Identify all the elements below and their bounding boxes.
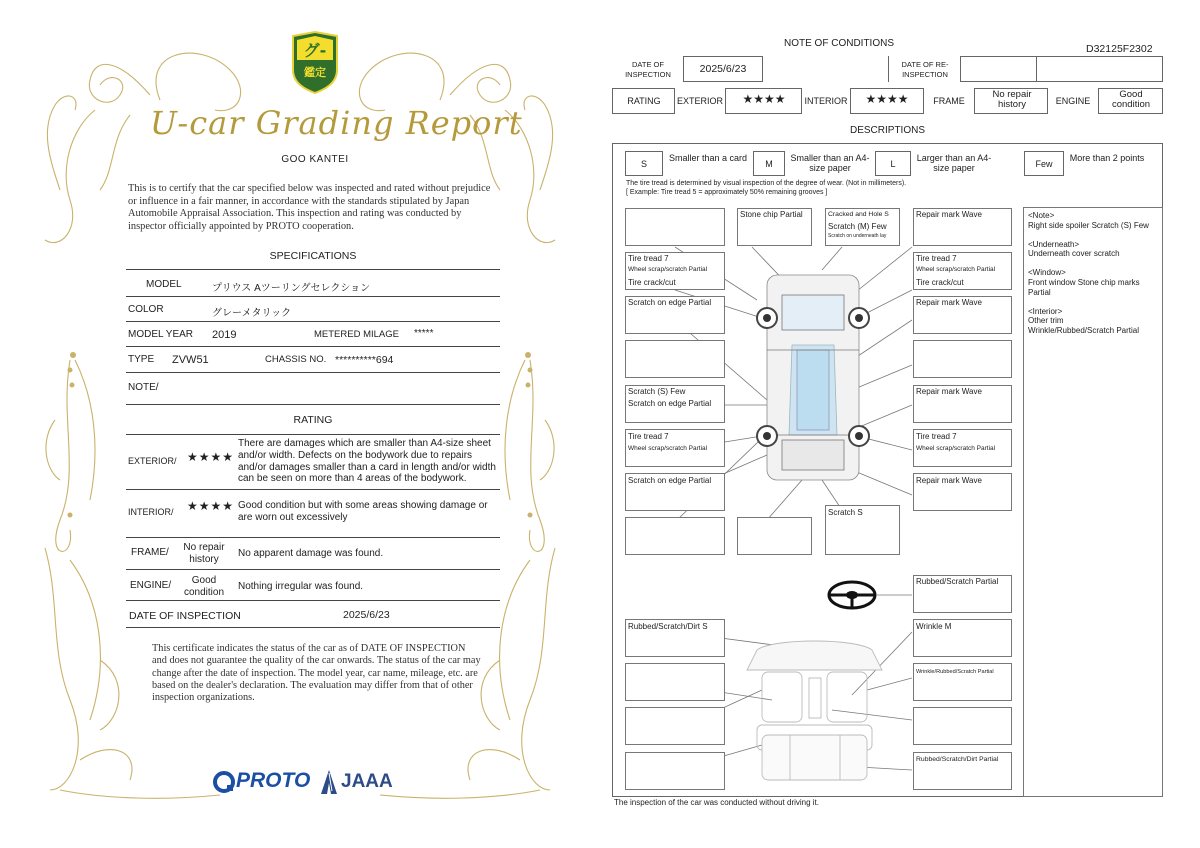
notes-panel bbox=[1023, 207, 1163, 797]
damage-box bbox=[625, 752, 725, 790]
exterior-stars: ★★★★ bbox=[187, 450, 235, 464]
cracked-hole-label: Cracked and Hole S bbox=[828, 211, 889, 218]
exterior-label: EXTERIOR/ bbox=[128, 456, 177, 466]
divider bbox=[1036, 56, 1037, 82]
model-value: プリウス Aツーリングセレクション bbox=[212, 283, 371, 294]
damage-box bbox=[625, 707, 725, 745]
interior-value: Other trim bbox=[1028, 316, 1064, 326]
damage-box bbox=[913, 340, 1012, 378]
model-year-label: MODEL YEAR bbox=[128, 329, 194, 340]
repair-wave-label: Repair mark Wave bbox=[916, 476, 982, 485]
tire-tread-label: Tire tread 7 bbox=[628, 432, 669, 441]
wheel-scratch-label: Wheel scrap/scratch Partial bbox=[628, 266, 708, 273]
steering-wheel-icon bbox=[829, 582, 875, 608]
proto-logo-icon bbox=[212, 770, 236, 794]
underneath-value: Underneath cover scratch bbox=[1028, 249, 1120, 259]
wheel-scratch-label: Wheel scrap/scratch Partial bbox=[916, 266, 996, 273]
divider bbox=[126, 321, 500, 322]
notes-value: Right side spoiler Scratch (S) Few bbox=[1028, 220, 1149, 230]
goo-kantei-badge-icon bbox=[287, 30, 343, 94]
damage-box bbox=[625, 663, 725, 701]
date-of-reinspection-label: DATE OF RE-INSPECTION bbox=[901, 60, 949, 79]
tire-note: The tire tread is determined by visual inspection of the degree of wear. (Not in millimeters). bbox=[626, 180, 907, 187]
damage-box bbox=[625, 517, 725, 555]
note-title: NOTE OF CONDITIONS bbox=[784, 38, 894, 49]
interior-label: INTERIOR/ bbox=[128, 507, 174, 517]
proto-logo-text: PROTO bbox=[236, 769, 311, 792]
svg-text:鑑定: 鑑定 bbox=[304, 66, 326, 79]
interior-stars: ★★★★ bbox=[187, 499, 235, 513]
divider bbox=[126, 537, 500, 538]
certification-statement: This is to certify that the car specified below was inspected and rated without prejudice or influence in a fair manner, in accordance with the standards stipulated by Japan Automobile Appraisal Association. This inspection and rating was conducted by inspector officially appointed by PROTO cooperation. bbox=[128, 183, 491, 232]
repair-wave-label: Repair mark Wave bbox=[916, 298, 982, 307]
tire-tread-label: Tire tread 7 bbox=[916, 254, 957, 263]
rubbed-scratch-label: Rubbed/Scratch Partial bbox=[916, 577, 999, 586]
tire-crack-label: Tire crack/cut bbox=[916, 278, 964, 287]
wheel-scratch-label: Wheel scrap/scratch Partial bbox=[916, 445, 996, 452]
wrinkle-m-label: Wrinkle M bbox=[916, 622, 952, 631]
tire-example: [ Example: Tire tread 5 = approximately 50% remaining grooves ] bbox=[626, 189, 828, 196]
svg-text:グ-: グ- bbox=[303, 41, 327, 60]
rating-label: RATING bbox=[627, 96, 661, 106]
disclaimer: This certificate indicates the status of the car as of DATE OF INSPECTION and does not guarantee the quality of the car onwards. The status of the car may change after the date of inspection. The model year, car name, mileage, etc. are based on the dealer's declaration. The evaluation may differ from that of other inspection organizations. bbox=[152, 643, 481, 704]
interior-description: Good condition but with some areas showing damage or are worn out excessively bbox=[238, 500, 488, 523]
engine-value: Good condition bbox=[183, 575, 225, 598]
divider bbox=[126, 600, 500, 601]
metered-milage-label: METERED MILAGE bbox=[314, 329, 399, 340]
color-value: グレーメタリック bbox=[212, 308, 292, 319]
exterior-stars: ★★★★ bbox=[742, 92, 786, 106]
divider bbox=[126, 269, 500, 270]
jaaa-logo-icon bbox=[320, 769, 338, 795]
exterior-label: EXTERIOR bbox=[676, 96, 723, 106]
legend-m: M bbox=[765, 159, 773, 169]
date-of-inspection-value: 2025/6/23 bbox=[699, 63, 747, 75]
date-of-inspection-label: DATE OF INSPECTION bbox=[625, 60, 671, 79]
engine-description: Nothing irregular was found. bbox=[238, 581, 364, 592]
rating-heading: RATING bbox=[293, 414, 333, 426]
divider bbox=[126, 434, 500, 435]
rubbed-dirt-s-label: Rubbed/Scratch/Dirt S bbox=[628, 622, 708, 631]
scratch-edge-label: Scratch on edge Partial bbox=[628, 399, 712, 408]
frame-description: No apparent damage was found. bbox=[238, 548, 384, 559]
frame-value: No repair history bbox=[992, 89, 1032, 110]
rubbed-dirt-partial-label: Rubbed/Scratch/Dirt Partial bbox=[916, 756, 999, 763]
frame-value: No repair history bbox=[183, 542, 225, 565]
descriptions-heading: DESCRIPTIONS bbox=[849, 125, 925, 136]
interior-label: INTERIOR bbox=[804, 96, 848, 106]
interior-stars: ★★★★ bbox=[865, 92, 909, 106]
interior-value: Wrinkle/Rubbed/Scratch Partial bbox=[1028, 326, 1140, 336]
scratch-s-few-label: Scratch (S) Few bbox=[628, 387, 686, 396]
report-title: U-car Grading Report bbox=[150, 104, 523, 142]
underneath-heading: <Underneath> bbox=[1028, 239, 1080, 249]
engine-label: ENGINE bbox=[1055, 96, 1091, 106]
scratch-m-few-label: Scratch (M) Few bbox=[828, 222, 887, 231]
window-heading: <Window> bbox=[1028, 268, 1066, 278]
note-label: NOTE/ bbox=[128, 382, 159, 393]
divider bbox=[126, 296, 500, 297]
chassis-value: **********694 bbox=[335, 354, 394, 366]
blank-cell bbox=[762, 56, 889, 82]
repair-wave-label: Repair mark Wave bbox=[916, 210, 982, 219]
damage-box bbox=[625, 340, 725, 378]
divider bbox=[126, 346, 500, 347]
damage-box bbox=[625, 208, 725, 246]
note-of-conditions bbox=[600, 0, 1200, 848]
model-year-value: 2019 bbox=[212, 329, 237, 341]
metered-milage-value: ***** bbox=[414, 328, 434, 339]
engine-label: ENGINE/ bbox=[130, 580, 172, 591]
divider bbox=[126, 404, 500, 405]
engine-value: Good condition bbox=[1111, 89, 1151, 110]
legend-l: L bbox=[890, 159, 896, 169]
frame-label: FRAME bbox=[933, 96, 965, 106]
wrinkle-rubbed-label: Wrinkle/Rubbed/Scratch Partial bbox=[916, 669, 994, 675]
legend-s: S bbox=[640, 159, 647, 169]
type-value: ZVW51 bbox=[172, 354, 209, 366]
divider bbox=[126, 372, 500, 373]
legend-few: Few bbox=[1035, 159, 1053, 169]
tire-tread-label: Tire tread 7 bbox=[916, 432, 957, 441]
window-value: Front window Stone chip marks Partial bbox=[1028, 277, 1140, 297]
scratch-s-label: Scratch S bbox=[828, 508, 863, 517]
specifications-heading: SPECIFICATIONS bbox=[269, 250, 357, 262]
stone-chip-label: Stone chip Partial bbox=[740, 210, 803, 219]
legend-m-text: Smaller than an A4-size paper bbox=[790, 153, 870, 173]
repair-wave-label: Repair mark Wave bbox=[916, 387, 982, 396]
scratch-edge-label: Scratch on edge Partial bbox=[628, 298, 712, 307]
color-label: COLOR bbox=[128, 304, 164, 315]
legend-few-text: More than 2 points bbox=[1069, 153, 1145, 163]
tire-tread-label: Tire tread 7 bbox=[628, 254, 669, 263]
date-of-inspection-label: DATE OF INSPECTION bbox=[129, 610, 241, 622]
type-label: TYPE bbox=[128, 354, 155, 365]
chassis-label: CHASSIS NO. bbox=[265, 354, 327, 365]
wheel-scratch-label: Wheel scrap/scratch Partial bbox=[628, 445, 708, 452]
legend-s-text: Smaller than a card bbox=[668, 153, 748, 163]
model-label: MODEL bbox=[146, 279, 182, 290]
damage-box bbox=[737, 517, 812, 555]
scratch-underneath-label: Scratch on underneath lay bbox=[828, 233, 887, 239]
report-subtitle: GOO KANTEI bbox=[281, 154, 349, 165]
date-of-inspection-value: 2025/6/23 bbox=[343, 609, 390, 621]
notes-heading: <Note> bbox=[1028, 211, 1055, 220]
interior-heading: <Interior> bbox=[1028, 306, 1063, 316]
tire-crack-label: Tire crack/cut bbox=[628, 278, 676, 287]
report-code: D32125F2302 bbox=[1086, 43, 1153, 55]
footer-note: The inspection of the car was conducted without driving it. bbox=[614, 798, 819, 807]
jaaa-logo-text: JAAA bbox=[341, 771, 393, 792]
divider bbox=[126, 489, 500, 490]
scratch-edge-label: Scratch on edge Partial bbox=[628, 476, 712, 485]
divider bbox=[126, 569, 500, 570]
exterior-description: There are damages which are smaller than A4-size sheet and/or width. Defects on the bodywork due to repairs and/or damages smaller than a card in length and/or width can be seen on more than 4 areas of the bodywork. bbox=[238, 438, 496, 485]
damage-box bbox=[913, 707, 1012, 745]
legend-l-text: Larger than an A4-size paper bbox=[916, 153, 992, 173]
frame-label: FRAME/ bbox=[131, 547, 169, 558]
divider bbox=[126, 627, 500, 628]
